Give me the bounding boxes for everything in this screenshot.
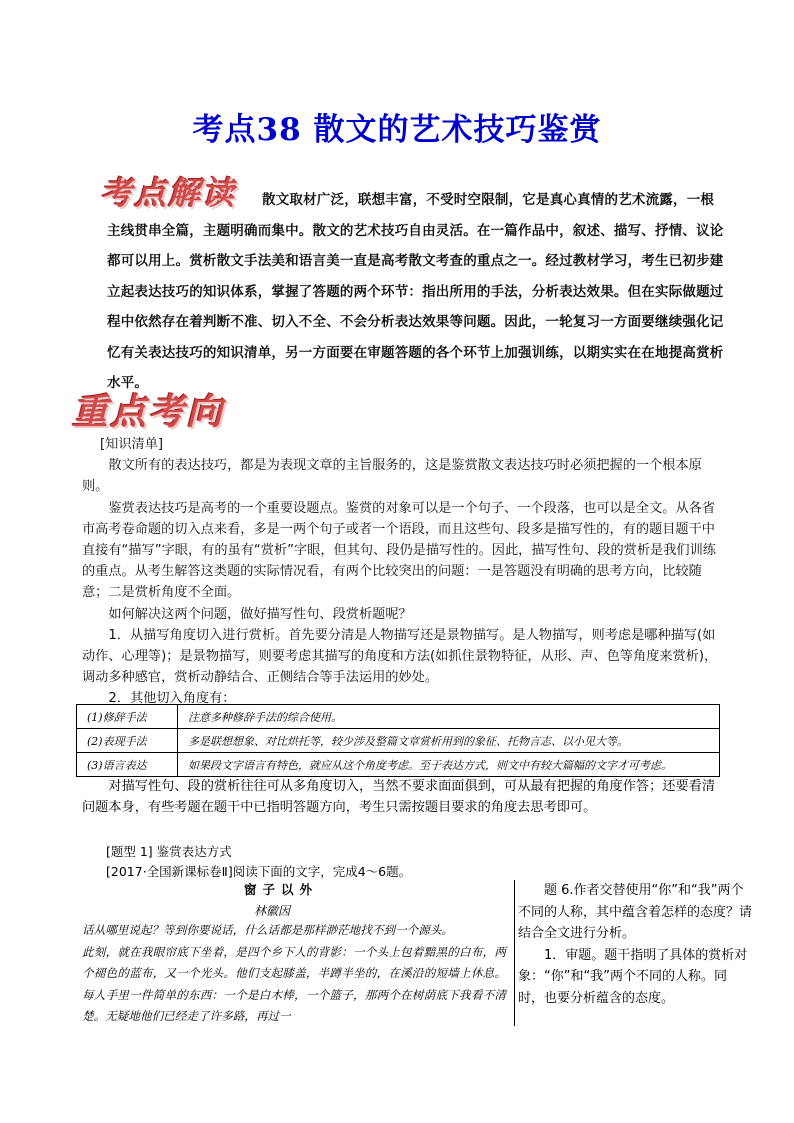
table-cell-desc: 如果段文字语言有特色，就应从这个角度考虑。至于表达方式，则文中有较大篇幅的文字才可考虑。 <box>178 753 720 777</box>
page-title: 考点38 散文的艺术技巧鉴赏 <box>192 112 602 148</box>
table-cell-label: (3)语言表达 <box>77 753 178 777</box>
knowledge-tag: [知识清单] <box>100 437 164 452</box>
analysis-column <box>518 880 752 1010</box>
paragraph: 鉴赏表达技巧是高考的一个重要设题点。鉴赏的对象可以是一个句子、一个段落，也可以是全文。从各省市高考卷命题的切入点来看，多是一两个句子或者一个语段，而且这些句、段多是描写性的，有的题目题干中直接有“描写”字眼，有的虽有“赏析”字眼，但其句、段仍是描写性的。因此，描写性句、段的赏析是我们训练的重点。从考生解答这类题的实际情况看，有两个比较突出的问题：一是答题没有明确的思考方向，比较随意；二是赏析角度不全面。 <box>82 500 716 601</box>
analysis-paragraph: 1．审题。题干指明了具体的赏析对象：“你”和“我”两个不同的人称。同时，也要分析蕴含的态度。 <box>518 947 748 1006</box>
techniques-table <box>76 704 720 777</box>
column-divider <box>514 880 515 1026</box>
table-cell-desc: 多是联想想象、对比烘托等，较少涉及整篇文章赏析用到的象征、托物言志、以小见大等。 <box>178 729 720 753</box>
table-cell-label: (1)修辞手法 <box>77 705 178 729</box>
passage-paragraph: 话从哪里说起？等到你要说话，什么话都是那样渺茫地找不到一个源头。 <box>82 923 454 937</box>
table-cell-label: (2)表现手法 <box>77 729 178 753</box>
banner-interpret: 考点解读 <box>100 174 237 212</box>
table-row <box>77 753 720 777</box>
question-source: [2017·全国新课标卷Ⅱ]阅读下面的文字，完成4～6题。 <box>106 864 412 879</box>
after-table-paragraph: 对描写性句、段的赏析往往可从多角度切入，当然不要求面面俱到，可从最有把握的角度作答；还要看清问题本身，有些考题在题干中已指明答题方向，考生只需按题目要求的角度去思考即可。 <box>82 779 716 816</box>
paragraph: 1．从描写角度切入进行赏析。首先要分清是人物描写还是景物描写。是人物描写，则考虑是哪种描写(如动作、心理等)；是景物描写，则要考虑其描写的角度和方法(如抓住景物特征，从形、声、色等角度来赏析)，调动多种感官，赏析动静结合、正侧结合等手法运用的妙处。 <box>82 627 718 686</box>
analysis-paragraph: 题 6.作者交替使用“你”和“我”两个不同的人称，其中蕴含着怎样的态度？请结合全文进行分析。 <box>518 883 753 942</box>
intro-paragraph: 散文取材广泛，联想丰富，不受时空限制，它是真心真情的艺术流露，一根主线贯串全篇，主题明确而集中。散文的艺术技巧自由灵活。在一篇作品中，叙述、描写、抒情、议论都可以用上。赏析散文手法美和语言美一直是高考散文考查的重点之一。经过教材学习，考生已初步建立起表达技巧的知识体系，掌握了答题的两个环节：指出所用的手法，分析表达效果。但在实际做题过程中依然存在着判断不准、切入不全、不会分析表达效果等问题。因此，一轮复习一方面要继续强化记忆有关表达技巧的知识清单，另一方面要在审题答题的各个环节上加强训练，以期实实在在地提高赏析水平。 <box>107 192 724 391</box>
passage-text <box>82 920 506 1028</box>
passage-title: 窗子以外 <box>244 882 319 897</box>
paragraph: 如何解决这两个问题，做好描写性句、段赏析题呢？ <box>108 606 412 622</box>
paragraph: 散文所有的表达技巧，都是为表现文章的主旨服务的，这是鉴赏散文表达技巧时必须把握的一个根本原则。 <box>82 458 702 495</box>
banner-focus: 重点考向 <box>72 391 225 433</box>
table-row <box>77 729 720 753</box>
passage-paragraph: 此刻，就在我眼帘底下坐着，是四个乡下人的背影：一个头上包着黯黑的白布，两个褪色的蓝布，又一个光头。他们支起膝盖，半蹲半坐的，在溪沿的短墙上休息。每人手里一件简单的东西：一个是白木棒，一个篮子，那两个在树荫底下我看不清楚。无疑地他们已经走了许多路，再过一 <box>82 944 506 1024</box>
passage-author: 林徽因 <box>254 904 291 918</box>
table-row <box>77 705 720 729</box>
paragraph: 2．其他切入角度有： <box>108 691 236 707</box>
table-cell-desc: 注意多种修辞手法的综合使用。 <box>178 705 720 729</box>
knowledge-section <box>82 434 722 710</box>
question-type: [题型 1] 鉴赏表达方式 <box>106 844 232 859</box>
